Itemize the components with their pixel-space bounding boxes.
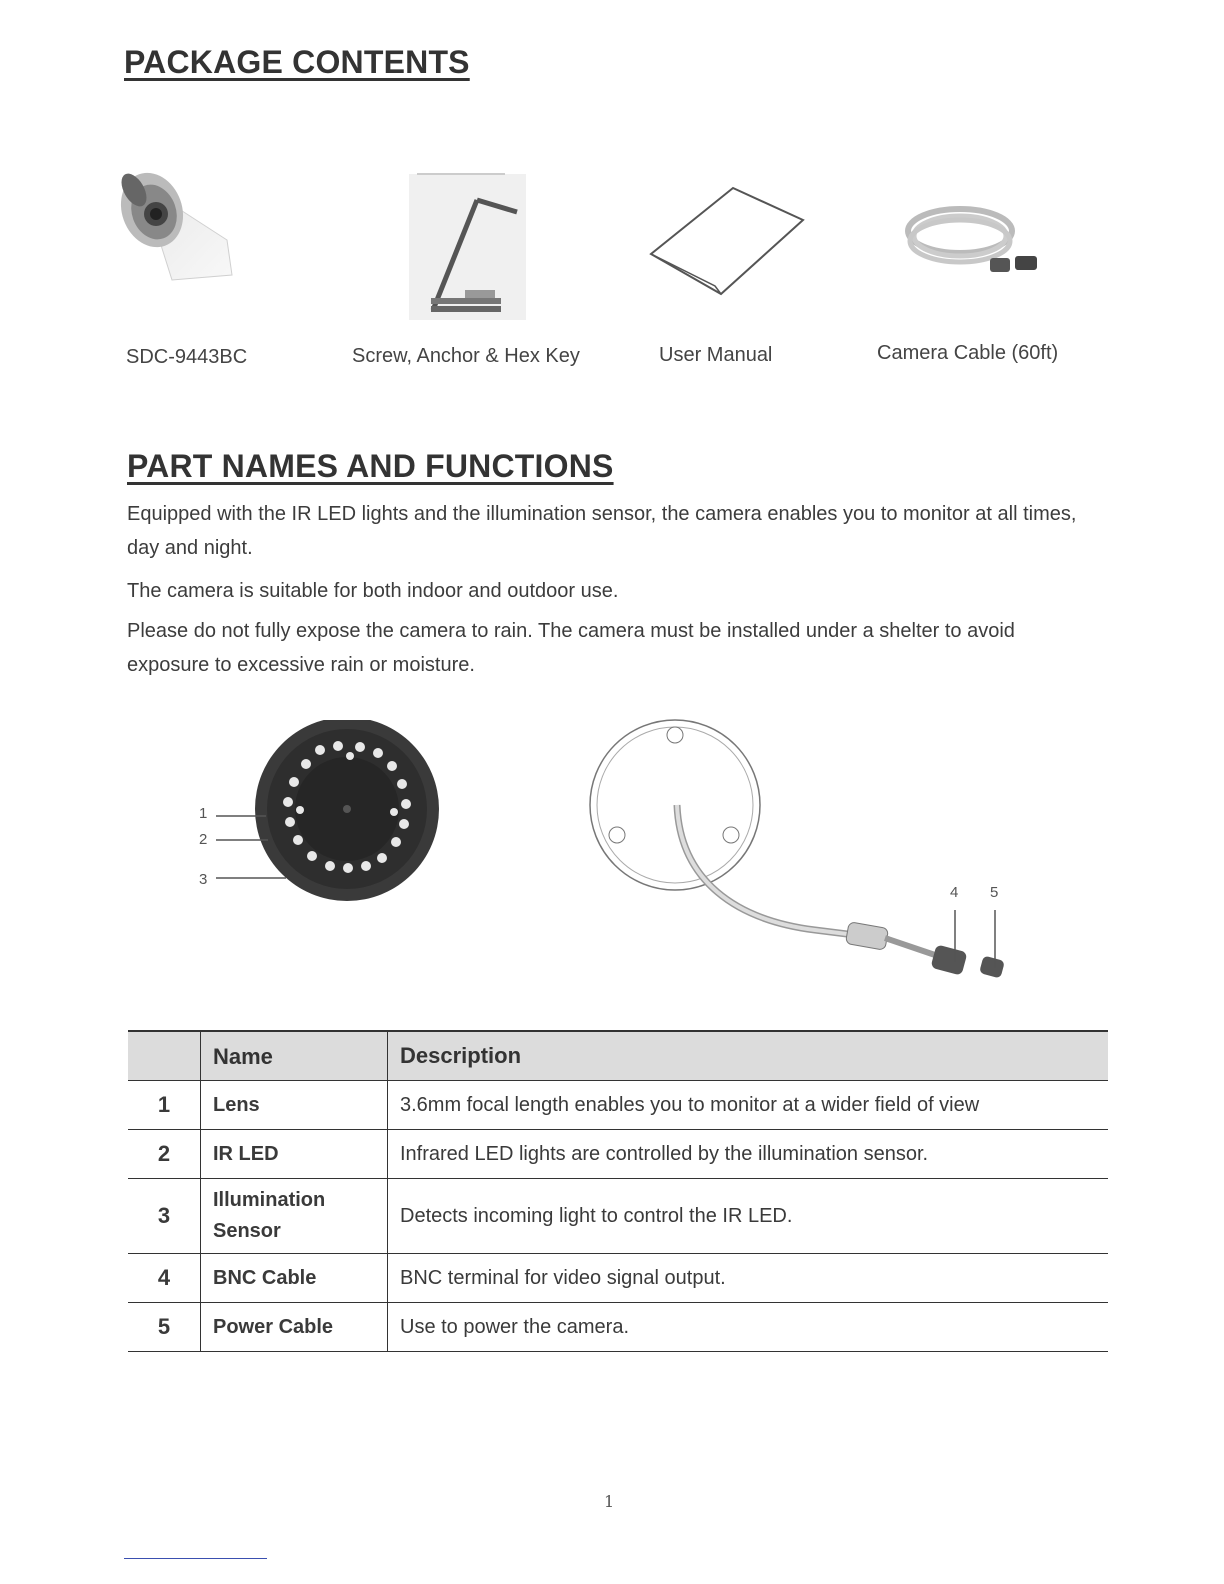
package-item-label: Screw, Anchor & Hex Key xyxy=(352,345,580,367)
callout-2: 2 xyxy=(199,831,208,848)
table-row xyxy=(128,1081,1108,1130)
part-names-title: PART NAMES AND FUNCTIONS xyxy=(127,448,614,484)
table-row xyxy=(128,1130,1108,1179)
table-row xyxy=(128,1254,1108,1303)
page-number: 1 xyxy=(604,1492,615,1511)
row-description: Use to power the camera. xyxy=(388,1303,1109,1352)
intro-paragraph: Equipped with the IR LED lights and the illumination sensor, the camera enables you to monitor at all times, day and night. xyxy=(127,503,1077,559)
package-item-label: Camera Cable (60ft) xyxy=(877,342,1059,364)
callout-5: 5 xyxy=(990,884,999,901)
row-name: Illumination Sensor xyxy=(201,1179,388,1254)
footnote-rule xyxy=(124,1558,267,1559)
row-number: 5 xyxy=(128,1303,201,1352)
package-contents-title: PACKAGE CONTENTS xyxy=(124,44,470,80)
row-name: IR LED xyxy=(201,1130,388,1179)
camera-front-diagram xyxy=(190,720,450,915)
row-name: Power Cable xyxy=(201,1303,388,1352)
usage-paragraph: The camera is suitable for both indoor and outdoor use. xyxy=(127,580,619,602)
row-number: 3 xyxy=(128,1179,201,1254)
row-number: 1 xyxy=(128,1081,201,1130)
callout-3: 3 xyxy=(199,871,208,888)
cable-icon xyxy=(900,196,1055,286)
row-name: BNC Cable xyxy=(201,1254,388,1303)
callout-1: 1 xyxy=(199,805,208,822)
hex-key-icon xyxy=(405,170,530,325)
row-description: BNC terminal for video signal output. xyxy=(388,1254,1109,1303)
camera-icon xyxy=(112,160,262,300)
row-name: Lens xyxy=(201,1081,388,1130)
table-row xyxy=(128,1179,1108,1254)
row-description: Detects incoming light to control the IR LED. xyxy=(388,1179,1109,1254)
camera-base-diagram xyxy=(585,710,1015,990)
header-description: Description xyxy=(388,1031,1109,1081)
package-item-label: SDC-9443BC xyxy=(126,346,248,368)
header-num xyxy=(128,1031,201,1081)
package-item-label: User Manual xyxy=(659,344,773,366)
row-number: 2 xyxy=(128,1130,201,1179)
callout-4: 4 xyxy=(950,884,959,901)
manual-icon xyxy=(645,182,810,300)
warning-paragraph: Please do not fully expose the camera to rain. The camera must be installed under a shelter to avoid exposure to excessive rain or moisture. xyxy=(127,620,1015,676)
table-row xyxy=(128,1303,1108,1352)
header-name: Name xyxy=(201,1031,388,1081)
row-description: 3.6mm focal length enables you to monitor at a wider field of view xyxy=(388,1081,1109,1130)
row-description: Infrared LED lights are controlled by the illumination sensor. xyxy=(388,1130,1109,1179)
table-header-row xyxy=(128,1031,1108,1081)
row-number: 4 xyxy=(128,1254,201,1303)
parts-table xyxy=(128,1030,1108,1352)
